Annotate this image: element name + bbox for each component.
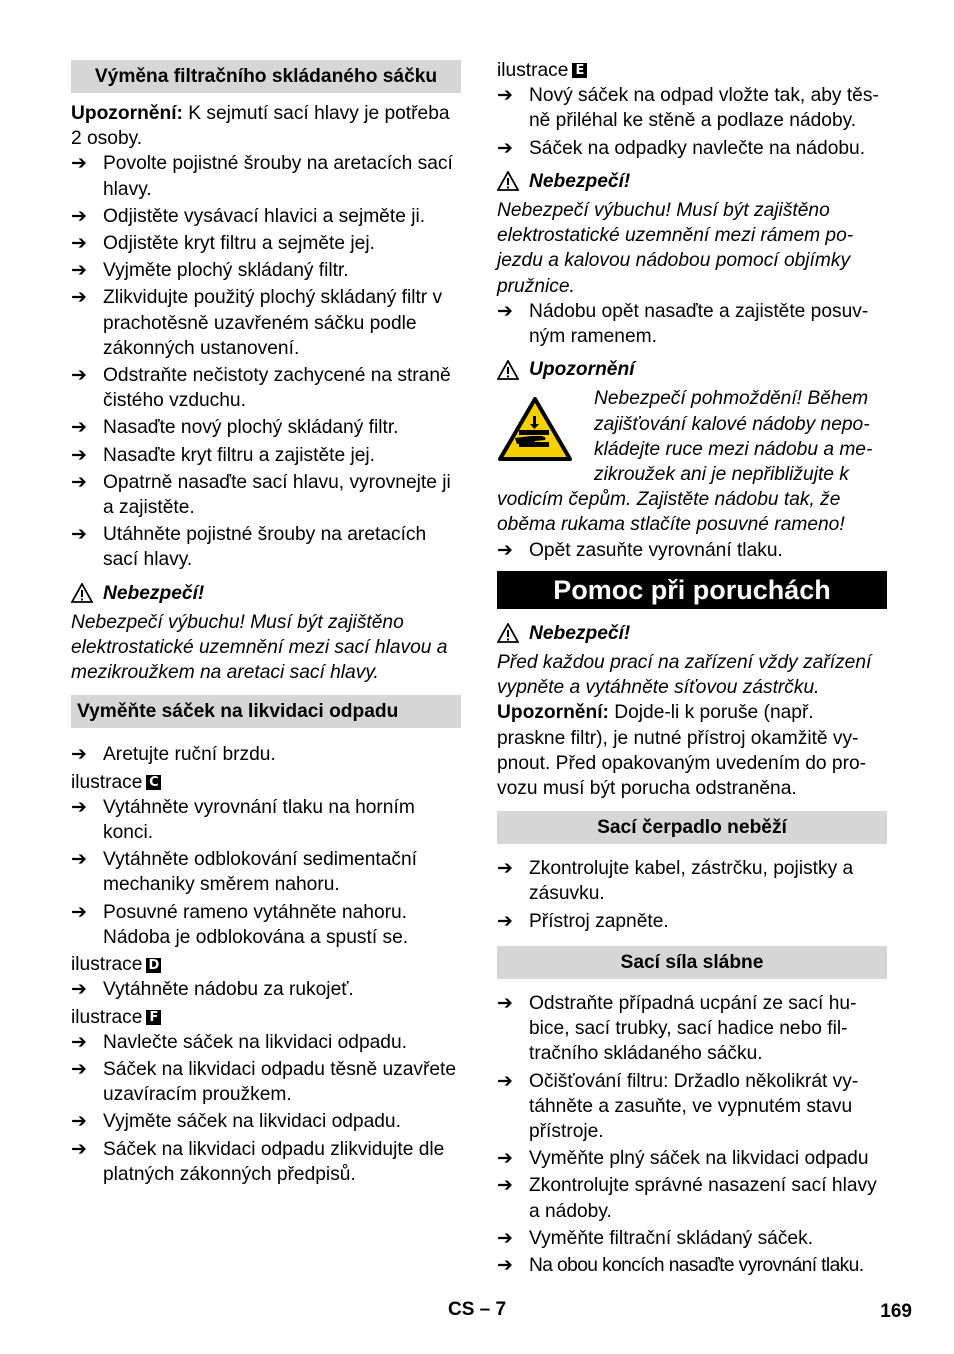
illustration-label-d: D xyxy=(146,958,161,973)
arrow-right-icon: ➔ xyxy=(497,1070,513,1092)
illustration-label-e: E xyxy=(572,63,587,78)
step-item: ➔ Vyjměte sáček na likvidaci odpadu. xyxy=(71,1109,461,1134)
illustration-label-f: F xyxy=(146,1010,161,1025)
arrow-right-icon: ➔ xyxy=(71,260,87,282)
arrow-right-icon: ➔ xyxy=(497,910,513,932)
arrow-right-icon: ➔ xyxy=(71,471,87,493)
step-item: ➔ Vytáhněte vyrovnání tlaku na horním konci. xyxy=(71,795,461,845)
illustration-ref-c: ilustrace C xyxy=(71,770,461,795)
warning-triangle-icon xyxy=(71,583,93,603)
arrow-right-icon: ➔ xyxy=(71,979,87,1001)
step-item: ➔ Navlečte sáček na likvidaci odpadu. xyxy=(71,1030,461,1055)
step-item: ➔ Vyjměte plochý skládaný filtr. xyxy=(71,258,461,283)
note-text: K sejmutí sací hlavy je potřeba 2 osoby. xyxy=(71,103,450,150)
arrow-right-icon: ➔ xyxy=(497,300,513,322)
note-text: Dojde-li k poruše (např. praskne filtr), je nutné přístroj okamžitě vypnout. Před opakovaným uvedením do provozu musí být porucha odstraněna. xyxy=(497,702,867,800)
step-item: ➔ Aretujte ruční brzdu. xyxy=(71,742,461,767)
arrow-right-icon: ➔ xyxy=(71,365,87,387)
arrow-right-icon: ➔ xyxy=(497,137,513,159)
danger-heading: Nebezpečí! xyxy=(497,169,887,194)
arrow-right-icon: ➔ xyxy=(71,287,87,309)
arrow-right-icon: ➔ xyxy=(71,744,87,766)
danger-heading: Nebezpečí! xyxy=(497,621,887,646)
arrow-right-icon: ➔ xyxy=(71,796,87,818)
right-column xyxy=(497,58,887,1280)
step-item: ➔ Přístroj zapněte. xyxy=(497,909,887,934)
arrow-right-icon: ➔ xyxy=(497,1254,513,1276)
arrow-right-icon: ➔ xyxy=(71,233,87,255)
step-item: ➔ Opatrně nasaďte sací hlavu, vyrovnejte ji a zajistěte. xyxy=(71,470,461,520)
illustration-ref-d: ilustrace D xyxy=(71,952,461,977)
arrow-right-icon: ➔ xyxy=(71,1031,87,1053)
caution-text: Nebezpečí pohmoždění! Během zajišťování kalové nádoby nepokládejte ruce mezi nádobu a mezikroužek ani je nepřibližujte k vodicím čepům. Zajistěte nádobu tak, že oběma rukama stlačíte posuvné rameno! xyxy=(497,388,873,536)
arrow-right-icon: ➔ xyxy=(497,858,513,880)
illustration-ref-f: ilustrace F xyxy=(71,1005,461,1030)
section-heading-waste-bag: Vyměňte sáček na likvidaci odpadu xyxy=(71,695,461,728)
step-item: ➔ Zkontrolujte kabel, zástrčku, pojistky a zásuvku. xyxy=(497,856,887,906)
step-item: ➔ Na obou koncích nasaďte vyrovnání tlaku. xyxy=(497,1253,887,1278)
arrow-right-icon: ➔ xyxy=(71,524,87,546)
section-heading-suction: Sací síla slábne xyxy=(497,946,887,979)
warning-triangle-icon xyxy=(497,360,519,380)
step-item: ➔ Nový sáček na odpad vložte tak, aby těsně přiléhal ke stěně a podlaze nádoby. xyxy=(497,83,887,133)
arrow-right-icon: ➔ xyxy=(71,849,87,871)
arrow-right-icon: ➔ xyxy=(497,1175,513,1197)
footer-language-page: CS – 7 xyxy=(448,1299,507,1320)
arrow-right-icon: ➔ xyxy=(71,153,87,175)
step-item: ➔ Zlikvidujte použitý plochý skládaný filtr v prachotěsně uzavřeném sáčku podle zákonných ustanovení. xyxy=(71,285,461,361)
step-item: ➔ Opět zasuňte vyrovnání tlaku. xyxy=(497,538,887,563)
section-heading-filter-bag: Výměna filtračního skládaného sáčku xyxy=(71,60,461,93)
step-item: ➔ Nasaďte kryt filtru a zajistěte jej. xyxy=(71,443,461,468)
illustration-ref-e: ilustrace E xyxy=(497,58,887,83)
step-item: ➔ Vytáhněte nádobu za rukojeť. xyxy=(71,977,461,1002)
arrow-right-icon: ➔ xyxy=(71,417,87,439)
arrow-right-icon: ➔ xyxy=(497,992,513,1014)
arrow-right-icon: ➔ xyxy=(71,205,87,227)
arrow-right-icon: ➔ xyxy=(71,1111,87,1133)
left-column xyxy=(71,60,461,1189)
arrow-right-icon: ➔ xyxy=(71,901,87,923)
warning-triangle-icon xyxy=(497,171,519,191)
steps-filter-replacement xyxy=(71,151,461,572)
note xyxy=(71,101,461,151)
arrow-right-icon: ➔ xyxy=(497,539,513,561)
step-item: ➔ Sáček na likvidaci odpadu zlikvidujte dle platných zákonných předpisů. xyxy=(71,1137,461,1187)
step-item: ➔ Povolte pojistné šrouby na aretacích sací hlavy. xyxy=(71,151,461,201)
step-item: ➔ Sáček na odpadky navlečte na nádobu. xyxy=(497,136,887,161)
step-item: ➔ Odstraňte případná ucpání ze sací hubice, sací trubky, sací hadice nebo filtračního skládaného sáčku. xyxy=(497,991,887,1067)
page-number: 169 xyxy=(880,1301,912,1322)
note xyxy=(497,700,887,801)
arrow-right-icon: ➔ xyxy=(71,444,87,466)
step-item: ➔ Vytáhněte odblokování sedimentační mechaniky směrem nahoru. xyxy=(71,847,461,897)
danger-heading: Nebezpečí! xyxy=(71,581,461,606)
step-item: ➔ Utáhněte pojistné šrouby na aretacích sací hlavy. xyxy=(71,522,461,572)
section-heading-pump: Sací čerpadlo neběží xyxy=(497,811,887,844)
illustration-label-c: C xyxy=(146,775,161,790)
hand-crush-icon xyxy=(497,396,573,462)
step-item: ➔ Vyměňte plný sáček na likvidaci odpadu xyxy=(497,1146,887,1171)
step-item: ➔ Zkontrolujte správné nasazení sací hlavy a nádoby. xyxy=(497,1173,887,1223)
step-item: ➔ Odjistěte vysávací hlavici a sejměte ji. xyxy=(71,204,461,229)
step-item: ➔ Vyměňte filtrační skládaný sáček. xyxy=(497,1226,887,1251)
step-item: ➔ Očišťování filtru: Držadlo několikrát vytáhněte a zasuňte, ve vypnutém stavu přístroje. xyxy=(497,1069,887,1145)
step-item: ➔ Sáček na likvidaci odpadu těsně uzavřete uzavíracím proužkem. xyxy=(71,1057,461,1107)
step-item: ➔ Nádobu opět nasaďte a zajistěte posuvným ramenem. xyxy=(497,299,887,349)
arrow-right-icon: ➔ xyxy=(71,1058,87,1080)
arrow-right-icon: ➔ xyxy=(497,1148,513,1170)
step-item: ➔ Odstraňte nečistoty zachycené na straně čistého vzduchu. xyxy=(71,363,461,413)
arrow-right-icon: ➔ xyxy=(71,1138,87,1160)
main-heading-troubleshooting: Pomoc při poruchách xyxy=(497,571,887,609)
danger-text: Nebezpečí výbuchu! Musí být zajištěno elektrostatické uzemnění mezi sací hlavou a mezikroužkem na aretaci sací hlavy. xyxy=(71,611,448,684)
step-item: ➔ Posuvné rameno vytáhněte nahoru. Nádoba je odblokována a spustí se. xyxy=(71,900,461,950)
note-label: Upozornění: xyxy=(497,702,609,724)
arrow-right-icon: ➔ xyxy=(497,85,513,107)
note-label: Upozornění: xyxy=(71,103,183,124)
danger-text: Nebezpečí výbuchu! Musí být zajištěno elektrostatické uzemnění mezi rámem pojezdu a kalovou nádobou pomocí objímky pružnice. xyxy=(497,200,854,297)
caution-block xyxy=(497,386,887,537)
caution-heading: Upozornění xyxy=(497,357,887,382)
danger-text: Před každou prací na zařízení vždy zařízení vypněte a vytáhněte síťovou zástrčku. xyxy=(497,652,872,699)
arrow-right-icon: ➔ xyxy=(497,1227,513,1249)
warning-triangle-icon xyxy=(497,623,519,643)
step-item: ➔ Odjistěte kryt filtru a sejměte jej. xyxy=(71,231,461,256)
step-item: ➔ Nasaďte nový plochý skládaný filtr. xyxy=(71,415,461,440)
